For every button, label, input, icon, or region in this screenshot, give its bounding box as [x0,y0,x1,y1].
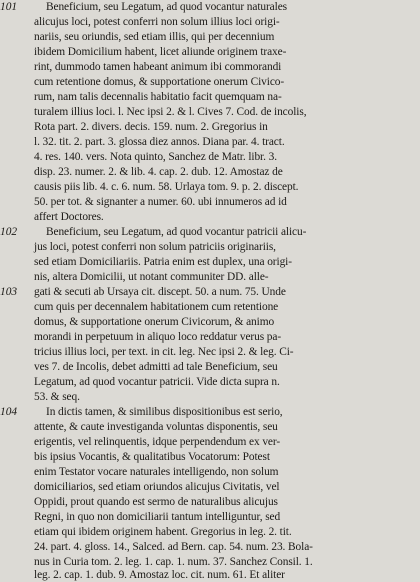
text-line: erigentis, vel relinquentis, idque perpendendum ex ver- [34,436,281,448]
text-line: morandi in perpetuum in aliquo loco reddatur verus pa- [34,331,282,343]
text-line: alicujus loci, potest conferri non solum illius loci origi- [34,16,280,28]
text-line: affert Doctores. [34,211,104,223]
text-line: causis piis lib. 4. c. 6. num. 58. Urlaya tom. 9. p. 2. discept. [34,181,299,193]
text-line: Oppidi, prout quando est sermo de naturalibus alicujus [34,496,278,508]
text-line: tricius illius loci, per text. in cit. leg. Nec ipsi 2. & leg. Ci- [34,346,294,358]
text-line: gati & secuti ab Ursaya cit. discept. 50. a num. 75. Unde [34,286,286,298]
text-line: cum retentione domus, & supportatione onerum Civico- [34,76,285,88]
text-line: ibidem Domicilium habent, licet aliunde originem traxe- [34,46,287,58]
text-line: sed etiam Domiciliariis. Patria enim est duplex, una origi- [34,256,292,268]
paragraph-number: 101 [0,1,18,13]
text-line: disp. 23. numer. 2. & lib. 4. cap. 2. dub. 12. Amostaz de [34,166,283,178]
text-line: 50. per tot. & signanter a numer. 60. ubi innumeros ad id [34,196,287,208]
text-line: bis ipsius Vocantis, & qualitatibus Vocatorum: Potest [34,451,270,463]
text-line: attente, & caute investiganda voluntas disponentis, seu [34,421,278,433]
paragraph-number: 104 [0,406,18,418]
text-line: cum quis per decennalem habitationem cum retentione [34,301,279,313]
text-line: In dictis tamen, & similibus dispositionibus est serio, [46,406,283,418]
text-line: turalem illius loci. l. Nec ipsi 2. & l. Cives 7. Cod. de incolis, [34,106,307,118]
text-line: rum, nam talis decennalis habitatio facit quemquam na- [34,91,282,103]
text-line: nariis, seu oriundis, sed etiam illis, qui per decennium [34,31,275,43]
text-line: Legatum, ad quod vocantur patricii. Vide dicta supra n. [34,376,280,388]
text-line: ves 7. de Incolis, debet admitti ad tale Beneficium, seu [34,361,278,373]
text-line: Beneficium, seu Legatum, ad quod vocantur patricii alicu- [46,226,307,238]
text-line: 53. & seq. [34,391,80,403]
text-line: rint, dummodo tamen habeant animum ibi commorandi [34,61,282,73]
text-line: Beneficium, seu Legatum, ad quod vocantur naturales [46,1,287,13]
text-line: nus in Curia tom. 2. leg. 1. cap. 1. num. 37. Sanchez Consil. 1. [34,556,313,568]
text-line: enim Testator vocare naturales intelligendo, non solum [34,466,279,478]
text-line: domus, & supportatione onerum Civicorum, & animo [34,316,275,328]
paragraph-number: 102 [0,226,18,238]
text-line: 24. part. 4. gloss. 14., Salced. ad Bern. cap. 54. num. 23. Bola- [34,541,313,553]
text-line: l. 32. tit. 2. part. 3. glossa diez annos. Diana par. 4. tract. [34,136,285,148]
paragraph-number: 103 [0,286,18,298]
text-line: etiam qui ibidem originem habent. Gregorius in leg. 2. tit. [34,526,292,538]
text-line: domiciliarios, sed etiam oriundos alicujus Civitatis, vel [34,481,280,493]
text-line: Rota part. 2. divers. decis. 159. num. 2. Gregorius in [34,121,268,133]
text-line: leg. 2. cap. 1. dub. 9. Amostaz loc. cit. num. 61. Et aliter [34,569,285,581]
text-line: 4. res. 140. vers. Nota quinto, Sanchez de Matr. libr. 3. [34,151,277,163]
text-line: jus loci, potest conferri non solum patriciis originariis, [34,241,276,253]
text-line: nis, altera Domicilii, ut notant communiter DD. alle- [34,271,269,283]
text-line: Regni, in quo non domiciliarii tantum intelliguntur, sed [34,511,281,523]
